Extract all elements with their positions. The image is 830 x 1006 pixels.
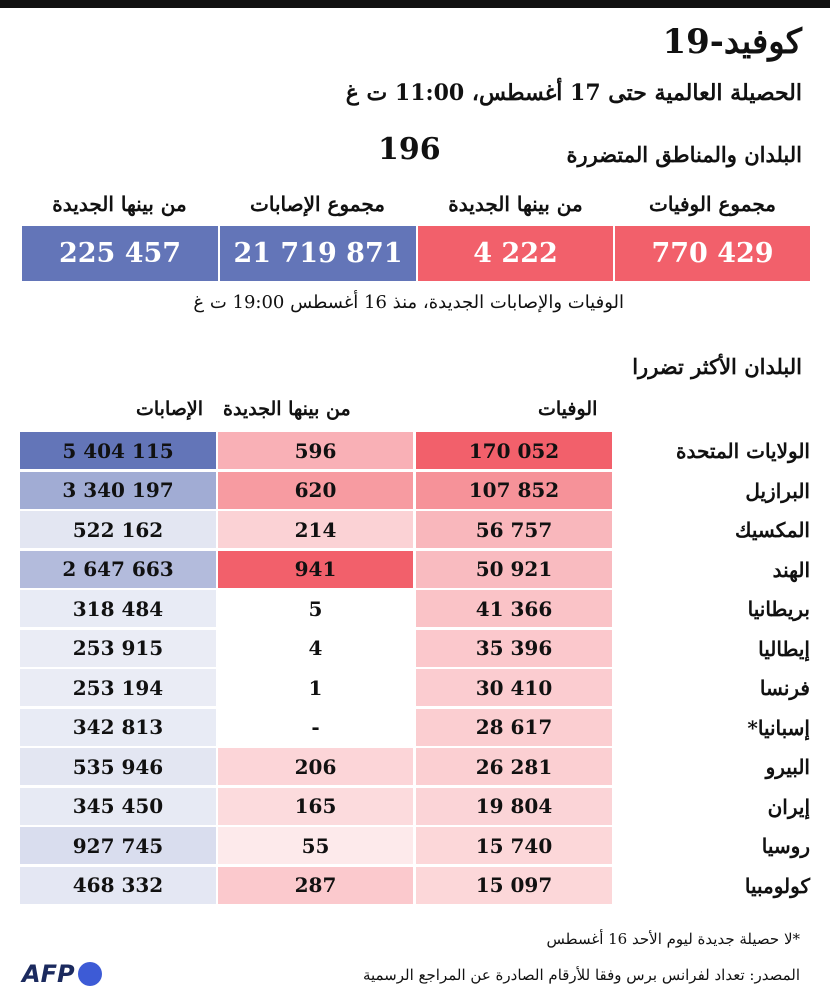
cell-deaths: 30 410: [416, 669, 612, 706]
summary-new-cases: 225 457: [22, 226, 218, 281]
table-row: [20, 511, 810, 549]
col-header-new: من بينها الجديدة: [223, 398, 351, 420]
summary-new-deaths: 4 222: [418, 226, 613, 281]
cell-new: 214: [218, 511, 413, 548]
cell-deaths: 19 804: [416, 788, 612, 825]
cell-new: 941: [218, 551, 413, 588]
cell-new: 165: [218, 788, 413, 825]
afp-logo: [22, 960, 102, 988]
summary-note: الوفيات والإصابات الجديدة، منذ 16 أغسطس 19:00 ت غ: [193, 292, 624, 313]
table-row: [20, 709, 810, 747]
col-header-cases: الإصابات: [136, 398, 204, 420]
cell-deaths: 15 097: [416, 867, 612, 904]
page-title: كوفيد-19: [662, 22, 802, 62]
col-header-deaths: الوفيات: [538, 398, 598, 420]
source-note: المصدر: تعداد لفرانس برس وفقا للأرقام الصادرة عن المراجع الرسمية: [362, 966, 800, 984]
cell-new: 206: [218, 748, 413, 785]
summary-total-deaths: 770 429: [615, 226, 810, 281]
countries-label: البلدان والمناطق المتضررة: [566, 142, 802, 167]
countries-count: 196: [378, 132, 441, 167]
cell-cases: 342 813: [20, 709, 216, 746]
summary-header-total-deaths: مجموع الوفيات: [649, 192, 776, 216]
country-name: إيران: [767, 794, 810, 819]
cell-cases: 927 745: [20, 827, 216, 864]
table-row: [20, 590, 810, 628]
cell-cases: 468 332: [20, 867, 216, 904]
country-name: المكسيك: [735, 518, 810, 542]
country-name: فرنسا: [759, 676, 810, 700]
cell-deaths: 50 921: [416, 551, 612, 588]
cell-cases: 253 915: [20, 630, 216, 667]
cell-cases: 2 647 663: [20, 551, 216, 588]
cell-new: 5: [218, 590, 413, 627]
cell-cases: 5 404 115: [20, 432, 216, 469]
cell-new: 596: [218, 432, 413, 469]
table-row: [20, 551, 810, 589]
table-row: [20, 748, 810, 786]
country-name: بريطانيا: [747, 597, 810, 621]
cell-cases: 345 450: [20, 788, 216, 825]
top-countries-title: البلدان الأكثر تضررا: [632, 354, 802, 379]
summary-header-total-cases: مجموع الإصابات: [250, 192, 385, 216]
summary-total-cases: 21 719 871: [220, 226, 416, 281]
cell-cases: 3 340 197: [20, 472, 216, 509]
cell-cases: 318 484: [20, 590, 216, 627]
afp-logo-dot: [78, 962, 102, 986]
table-row: [20, 788, 810, 826]
cell-deaths: 56 757: [416, 511, 612, 548]
country-name: إيطاليا: [758, 636, 810, 661]
cell-deaths: 15 740: [416, 827, 612, 864]
cell-deaths: 35 396: [416, 630, 612, 667]
cell-deaths: 41 366: [416, 590, 612, 627]
country-name: الهند: [772, 557, 810, 582]
cell-cases: 522 162: [20, 511, 216, 548]
country-name: البرازيل: [745, 478, 810, 503]
cell-deaths: 170 052: [416, 432, 612, 469]
table-row: [20, 827, 810, 865]
table-row: [20, 472, 810, 510]
country-name: إسبانيا*: [747, 715, 810, 740]
country-name: كولومبيا: [744, 873, 810, 898]
cell-new: 4: [218, 630, 413, 667]
table-row: [20, 432, 810, 470]
top-bar: [0, 0, 830, 8]
summary-header-new-deaths: من بينها الجديدة: [448, 192, 583, 216]
cell-new: 55: [218, 827, 413, 864]
cell-new: 620: [218, 472, 413, 509]
country-name: البيرو: [765, 755, 810, 779]
cell-deaths: 107 852: [416, 472, 612, 509]
table-row: [20, 867, 810, 905]
footnote: *لا حصيلة جديدة ليوم الأحد 16 أغسطس: [546, 930, 800, 948]
country-name: الولايات المتحدة: [676, 439, 810, 463]
table-row: [20, 630, 810, 668]
cell-new: 287: [218, 867, 413, 904]
cell-new: 1: [218, 669, 413, 706]
cell-new: -: [218, 709, 413, 746]
afp-logo-text: AFP: [22, 960, 75, 988]
country-name: روسيا: [761, 834, 810, 858]
cell-deaths: 28 617: [416, 709, 612, 746]
page-subtitle: الحصيلة العالمية حتى 17 أغسطس، 11:00 ت غ: [345, 80, 802, 106]
cell-deaths: 26 281: [416, 748, 612, 785]
cell-cases: 535 946: [20, 748, 216, 785]
cell-cases: 253 194: [20, 669, 216, 706]
summary-header-new-cases: من بينها الجديدة: [52, 192, 187, 216]
table-row: [20, 669, 810, 707]
